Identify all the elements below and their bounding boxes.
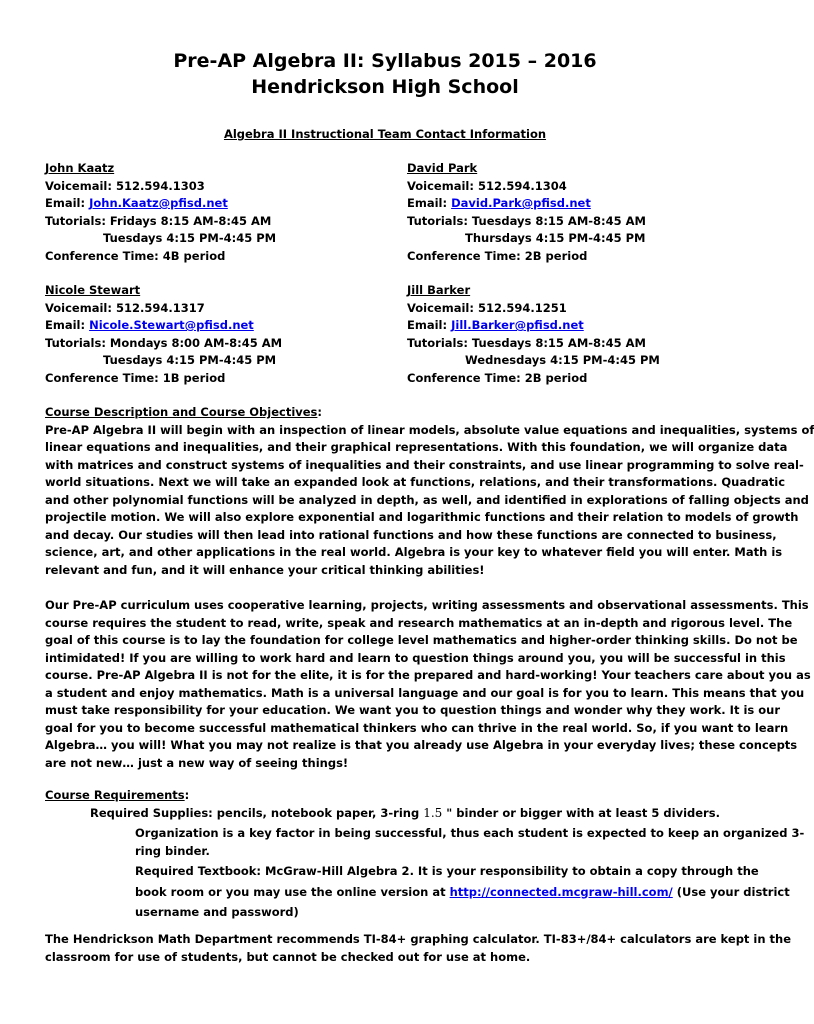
teacher-conference: Conference Time: 2B period xyxy=(407,370,588,385)
teacher-tutorials-2: Thursdays 4:15 PM-4:45 PM xyxy=(465,231,646,245)
teacher-voicemail: Voicemail: 512.594.1317 xyxy=(45,300,205,315)
teacher-email-line xyxy=(407,195,646,213)
school-name: Hendrickson High School xyxy=(251,76,519,98)
teacher-email-link[interactable]: Jill.Barker@pfisd.net xyxy=(451,318,584,332)
binder-size: 1.5 xyxy=(423,805,443,820)
paragraph-line: science, art, and other applications in the real world. Algebra is your key to whatever field you will enter. Math is xyxy=(45,545,783,559)
textbook-credentials-line: username and password) xyxy=(135,905,299,919)
teacher-tutorials-2: Wednesdays 4:15 PM-4:45 PM xyxy=(465,353,660,367)
heading-colon: : xyxy=(184,788,190,802)
paragraph-line: relevant and fun, and it will enhance your critical thinking abilities! xyxy=(45,562,485,577)
textbook-line: Required Textbook: McGraw-Hill Algebra 2. It is your responsibility to obtain a copy through the xyxy=(135,864,759,878)
teacher-email-line xyxy=(45,195,276,213)
supplies-text: Required Supplies: pencils, notebook paper, 3-ring xyxy=(90,805,424,820)
teacher-conference: Conference Time: 1B period xyxy=(45,370,226,385)
paragraph-line: intimidated! If you are willing to work hard and learn to question things around you, you will be successful in this xyxy=(45,650,786,665)
paragraph-line: Algebra… you will! What you may not realize is that you already use Algebra in your everyday lives; these concepts xyxy=(45,738,798,752)
paragraph-line: course. Pre-AP Algebra II is not for the elite, it is for the prepared and hard-working! Your teachers care about you as xyxy=(45,668,811,682)
email-label: Email: xyxy=(45,318,90,332)
teacher-tutorials: Tutorials: Mondays 8:00 AM-8:45 AM xyxy=(45,335,283,350)
paragraph-line: must take responsibility for your education. We want you to question things and wonder why they work. It is our xyxy=(45,703,780,717)
textbook-online-text: book room or you may use the online version at xyxy=(135,884,450,899)
email-label: Email: xyxy=(407,318,452,332)
paragraph-line: Our Pre-AP curriculum uses cooperative learning, projects, writing assessments and observational assessments. This xyxy=(45,598,809,612)
curriculum-section xyxy=(45,597,811,772)
teacher-voicemail: Voicemail: 512.594.1251 xyxy=(407,300,567,315)
email-label: Email: xyxy=(45,196,90,210)
teacher-conference: Conference Time: 4B period xyxy=(45,248,226,263)
paragraph-line: goal for you to become successful mathematical thinkers who can thrive in the real world. So, if you want to learn xyxy=(45,720,789,735)
organization-line-2: ring binder. xyxy=(135,843,210,858)
supplies-text-end: " binder or bigger with at least 5 dividers. xyxy=(442,805,720,820)
teacher-tutorials: Tutorials: Fridays 8:15 AM-8:45 AM xyxy=(45,213,272,228)
paragraph-line: with matrices and construct systems of inequalities and their constraints, and use linear programming to solve real- xyxy=(45,457,804,472)
paragraph-line: projectile motion. We will also explore exponential and logarithmic functions and their relation to models of growth xyxy=(45,510,799,524)
heading-colon: : xyxy=(317,405,323,419)
paragraph-line: classroom for use of students, but cannot be checked out for use at home. xyxy=(45,949,531,964)
paragraph-line: course requires the student to read, write, speak and research mathematics at an in-depth and rigorous level. The xyxy=(45,615,793,630)
paragraph-line: The Hendrickson Math Department recommends TI-84+ graphing calculator. TI-83+/84+ calculators are kept in the xyxy=(45,932,792,946)
contact-john-kaatz xyxy=(45,160,276,265)
contact-heading: Algebra II Instructional Team Contact Information xyxy=(223,127,547,141)
contact-nicole-stewart xyxy=(45,282,282,387)
teacher-email-link[interactable]: Nicole.Stewart@pfisd.net xyxy=(89,318,254,332)
email-label: Email: xyxy=(407,196,452,210)
paragraph-line: Pre-AP Algebra II will begin with an inspection of linear models, absolute value equations and inequalities, systems of xyxy=(45,422,814,437)
textbook-link[interactable]: http://connected.mcgraw-hill.com/ xyxy=(449,884,673,899)
contact-jill-barker xyxy=(407,282,660,387)
paragraph-line: world situations. Next we will take an expanded look at functions, relations, and their transformations. Quadratic xyxy=(45,475,786,489)
paragraph-line: and other polynomial functions will be analyzed in depth, as well, and identified in explorations of falling objects and xyxy=(45,492,809,507)
organization-line: Organization is a key factor in being successful, thus each student is expected to keep an organized 3- xyxy=(135,826,805,840)
paragraph-line: a student and enjoy mathematics. Math is a universal language and our goal is for you to learn. This means that you xyxy=(45,685,805,700)
teacher-email-line xyxy=(45,317,282,335)
teacher-email-link[interactable]: David.Park@pfisd.net xyxy=(451,196,591,210)
teacher-name: David Park xyxy=(407,161,478,175)
paragraph-line: goal of this course is to lay the foundation for college level mathematics and higher-order thinking skills. Do not be xyxy=(45,633,798,647)
teacher-conference: Conference Time: 2B period xyxy=(407,248,588,263)
course-requirements-heading: Course Requirements xyxy=(45,788,185,802)
paragraph-line: are not new… just a new way of seeing things! xyxy=(45,755,349,770)
teacher-tutorials-2: Tuesdays 4:15 PM-4:45 PM xyxy=(103,231,277,245)
course-description-section xyxy=(45,404,814,579)
paragraph-line: and decay. Our studies will then lead into rational functions and how these functions are connected to business, xyxy=(45,527,777,542)
teacher-name: John Kaatz xyxy=(45,161,115,175)
calculator-note xyxy=(45,931,792,966)
teacher-voicemail: Voicemail: 512.594.1304 xyxy=(407,178,567,193)
textbook-online-text-end: (Use your district xyxy=(672,884,790,899)
teacher-tutorials: Tutorials: Tuesdays 8:15 AM-8:45 AM xyxy=(407,213,647,228)
paragraph-line: linear equations and inequalities, and their graphical representations. With this foundation, we will organize data xyxy=(45,440,788,454)
teacher-tutorials: Tutorials: Tuesdays 8:15 AM-8:45 AM xyxy=(407,335,647,350)
teacher-name: Jill Barker xyxy=(407,283,471,297)
course-requirements-section xyxy=(45,787,805,922)
textbook-online-line xyxy=(45,884,790,902)
contact-david-park xyxy=(407,160,646,265)
required-supplies xyxy=(45,805,735,823)
teacher-tutorials-2: Tuesdays 4:15 PM-4:45 PM xyxy=(103,353,277,367)
teacher-voicemail: Voicemail: 512.594.1303 xyxy=(45,178,205,193)
section-heading-line xyxy=(45,787,735,805)
teacher-email-line xyxy=(407,317,660,335)
teacher-name: Nicole Stewart xyxy=(45,283,141,297)
syllabus-title: Pre-AP Algebra II: Syllabus 2015 – 2016 xyxy=(173,50,597,72)
teacher-email-link[interactable]: John.Kaatz@pfisd.net xyxy=(89,196,228,210)
course-description-heading: Course Description and Course Objectives xyxy=(45,405,318,419)
section-heading-line xyxy=(45,404,735,422)
